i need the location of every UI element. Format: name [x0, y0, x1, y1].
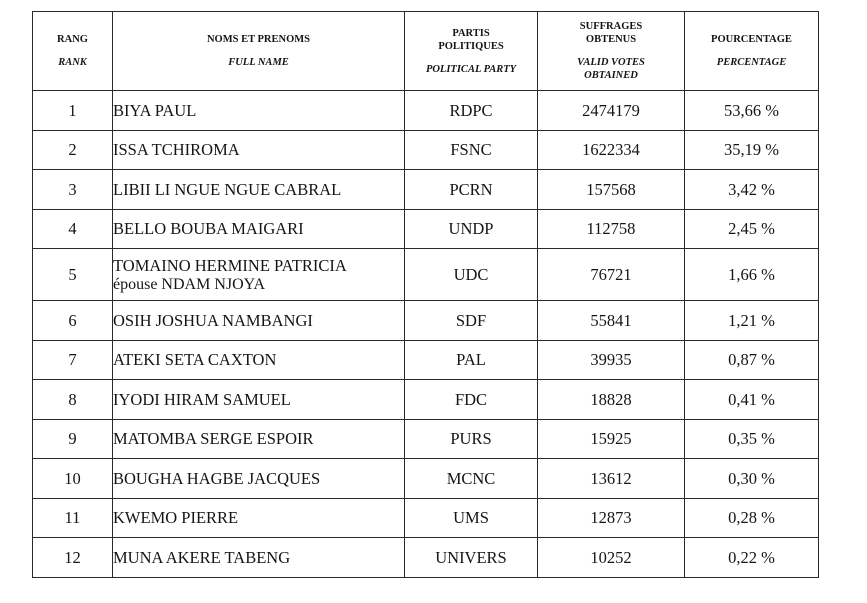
rank-cell: 10 [33, 459, 113, 499]
header-percentage-fr: POURCENTAGE [711, 34, 792, 45]
name-cell: OSIH JOSHUA NAMBANGI [113, 301, 405, 341]
header-party-fr-line1: PARTIS [452, 27, 490, 39]
party-cell: SDF [405, 301, 538, 341]
header-votes-fr-line2: OBTENUS [585, 34, 637, 45]
table-header [33, 12, 819, 91]
table-row [33, 170, 819, 210]
percentage-cell: 0,22 % [685, 538, 819, 578]
header-votes-en-line1: VALID VOTES [577, 57, 645, 68]
party-cell: UDC [405, 249, 538, 301]
rank-cell: 2 [33, 130, 113, 170]
header-name-fr: NOMS ET PRENOMS [206, 34, 311, 45]
header-votes [538, 12, 685, 91]
table-row [33, 209, 819, 249]
name-cell: LIBII LI NGUE NGUE CABRAL [113, 170, 405, 210]
rank-cell: 8 [33, 380, 113, 420]
percentage-cell: 3,42 % [685, 170, 819, 210]
votes-cell: 18828 [538, 380, 685, 420]
header-votes-en-line2: OBTAINED [584, 70, 638, 81]
name-cell: IYODI HIRAM SAMUEL [113, 380, 405, 420]
header-row [33, 12, 819, 91]
votes-cell: 12873 [538, 498, 685, 538]
table-row [33, 498, 819, 538]
rank-cell: 3 [33, 170, 113, 210]
percentage-cell: 53,66 % [685, 91, 819, 131]
header-party-en: POLITICAL PARTY [425, 63, 517, 75]
header-rank-fr: RANG [57, 34, 88, 45]
votes-cell: 10252 [538, 538, 685, 578]
table-row [33, 340, 819, 380]
party-cell: PCRN [405, 170, 538, 210]
percentage-cell: 2,45 % [685, 209, 819, 249]
votes-cell: 2474179 [538, 91, 685, 131]
percentage-cell: 1,66 % [685, 249, 819, 301]
rank-cell: 4 [33, 209, 113, 249]
party-cell: UMS [405, 498, 538, 538]
votes-cell: 13612 [538, 459, 685, 499]
table-row [33, 419, 819, 459]
percentage-cell: 1,21 % [685, 301, 819, 341]
name-cell: MUNA AKERE TABENG [113, 538, 405, 578]
party-cell: FSNC [405, 130, 538, 170]
party-cell: RDPC [405, 91, 538, 131]
percentage-cell: 0,87 % [685, 340, 819, 380]
header-party-fr-line2: POLITIQUES [438, 40, 504, 52]
votes-cell: 157568 [538, 170, 685, 210]
percentage-cell: 0,41 % [685, 380, 819, 420]
header-party [405, 12, 538, 91]
header-rank-en: RANK [58, 57, 87, 68]
header-rank [33, 12, 113, 91]
rank-cell: 1 [33, 91, 113, 131]
rank-cell: 11 [33, 498, 113, 538]
table-row [33, 459, 819, 499]
rank-cell: 7 [33, 340, 113, 380]
name-cell: ATEKI SETA CAXTON [113, 340, 405, 380]
name-cell: MATOMBA SERGE ESPOIR [113, 419, 405, 459]
header-votes-fr-line1: SUFFRAGES [579, 21, 643, 32]
votes-cell: 55841 [538, 301, 685, 341]
name-cell: ISSA TCHIROMA [113, 130, 405, 170]
party-cell: FDC [405, 380, 538, 420]
party-cell: MCNC [405, 459, 538, 499]
table-row [33, 538, 819, 578]
name-line-1: TOMAINO HERMINE PATRICIA [113, 255, 347, 275]
header-name [113, 12, 405, 91]
party-cell: UNDP [405, 209, 538, 249]
name-line-2: épouse NDAM NJOYA [113, 275, 265, 293]
name-cell: BIYA PAUL [113, 91, 405, 131]
table-row [33, 249, 819, 301]
header-percentage-en: PERCENTAGE [716, 57, 787, 68]
rank-cell: 9 [33, 419, 113, 459]
votes-cell: 112758 [538, 209, 685, 249]
percentage-cell: 0,35 % [685, 419, 819, 459]
table-body [33, 91, 819, 578]
header-percentage [685, 12, 819, 91]
name-cell: KWEMO PIERRE [113, 498, 405, 538]
rank-cell: 6 [33, 301, 113, 341]
table-row [33, 380, 819, 420]
table-row [33, 301, 819, 341]
votes-cell: 39935 [538, 340, 685, 380]
party-cell: PAL [405, 340, 538, 380]
votes-cell: 1622334 [538, 130, 685, 170]
results-table [32, 11, 819, 578]
table-row [33, 130, 819, 170]
party-cell: UNIVERS [405, 538, 538, 578]
name-cell: BOUGHA HAGBE JACQUES [113, 459, 405, 499]
percentage-cell: 0,28 % [685, 498, 819, 538]
votes-cell: 76721 [538, 249, 685, 301]
percentage-cell: 0,30 % [685, 459, 819, 499]
votes-cell: 15925 [538, 419, 685, 459]
percentage-cell: 35,19 % [685, 130, 819, 170]
name-cell: BELLO BOUBA MAIGARI [113, 209, 405, 249]
rank-cell: 5 [33, 249, 113, 301]
name-cell [113, 249, 405, 301]
party-cell: PURS [405, 419, 538, 459]
table-row [33, 91, 819, 131]
header-name-en: FULL NAME [228, 57, 289, 68]
rank-cell: 12 [33, 538, 113, 578]
